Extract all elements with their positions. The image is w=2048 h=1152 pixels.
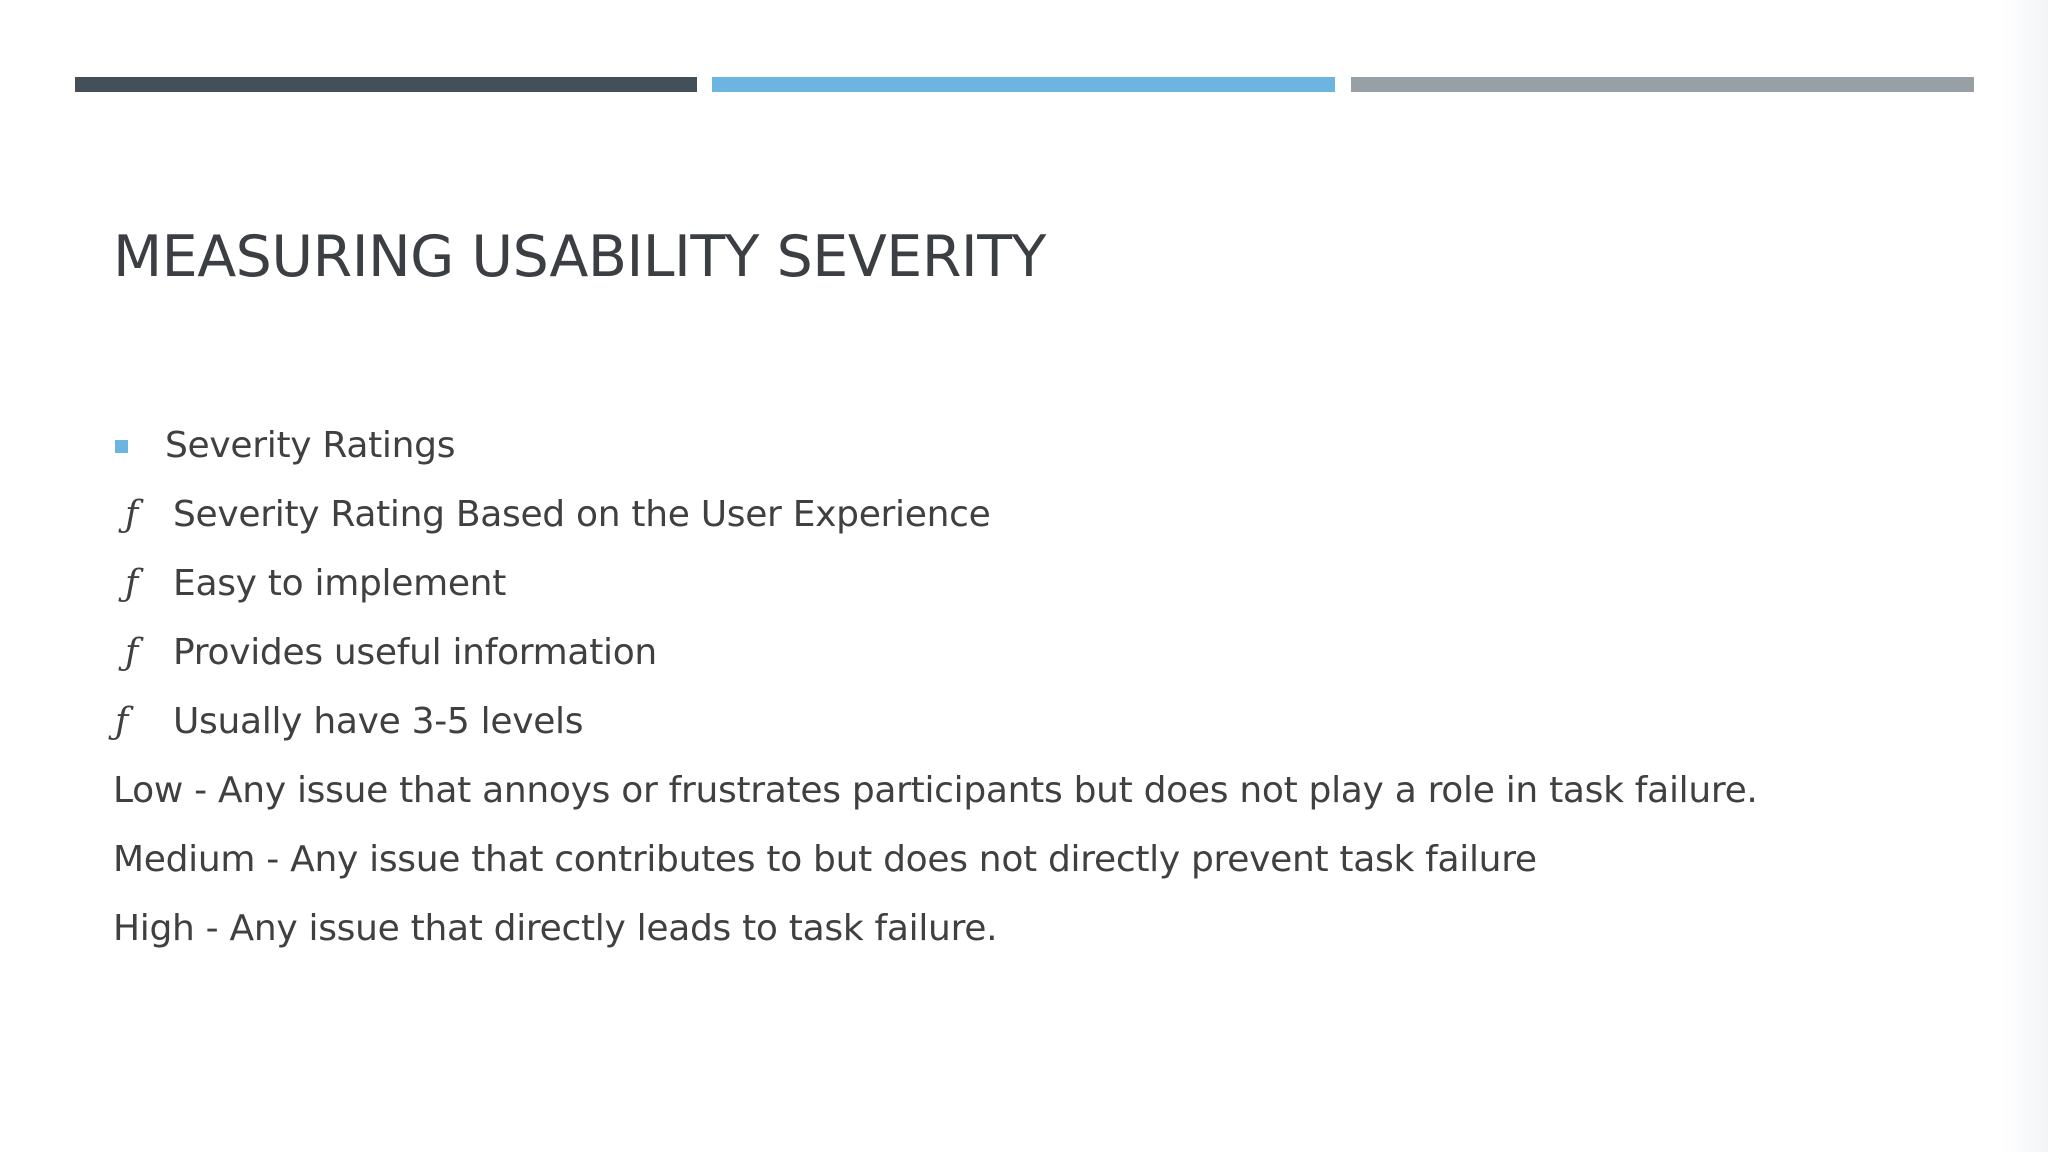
accent-bar-dark: [75, 77, 697, 92]
severity-level-low: Low - Any issue that annoys or frustrates participants but does not play a role in task failure.: [113, 770, 1758, 811]
sub-bullet-text: Provides useful information: [173, 632, 657, 673]
accent-bar-gray: [1351, 77, 1974, 92]
accent-bar-blue: [712, 77, 1335, 92]
sub-bullet-marker: ƒ: [125, 563, 139, 604]
sub-bullet-text: Usually have 3-5 levels: [173, 701, 584, 742]
square-bullet-icon: [115, 440, 128, 453]
slide-title: MEASURING USABILITY SEVERITY: [113, 224, 1046, 290]
sub-bullet-marker: ƒ: [125, 632, 139, 673]
severity-level-medium: Medium - Any issue that contributes to but does not directly prevent task failure: [113, 839, 1537, 880]
sub-bullet-text: Severity Rating Based on the User Experience: [173, 494, 991, 535]
sub-bullet-text: Easy to implement: [173, 563, 507, 604]
severity-level-high: High - Any issue that directly leads to task failure.: [113, 908, 998, 949]
sub-bullet-marker: ƒ: [125, 494, 139, 535]
bullet-text: Severity Ratings: [165, 425, 456, 466]
sub-bullet-marker: ƒ: [115, 701, 129, 742]
slide-edge-shadow: [2002, 0, 2048, 1152]
